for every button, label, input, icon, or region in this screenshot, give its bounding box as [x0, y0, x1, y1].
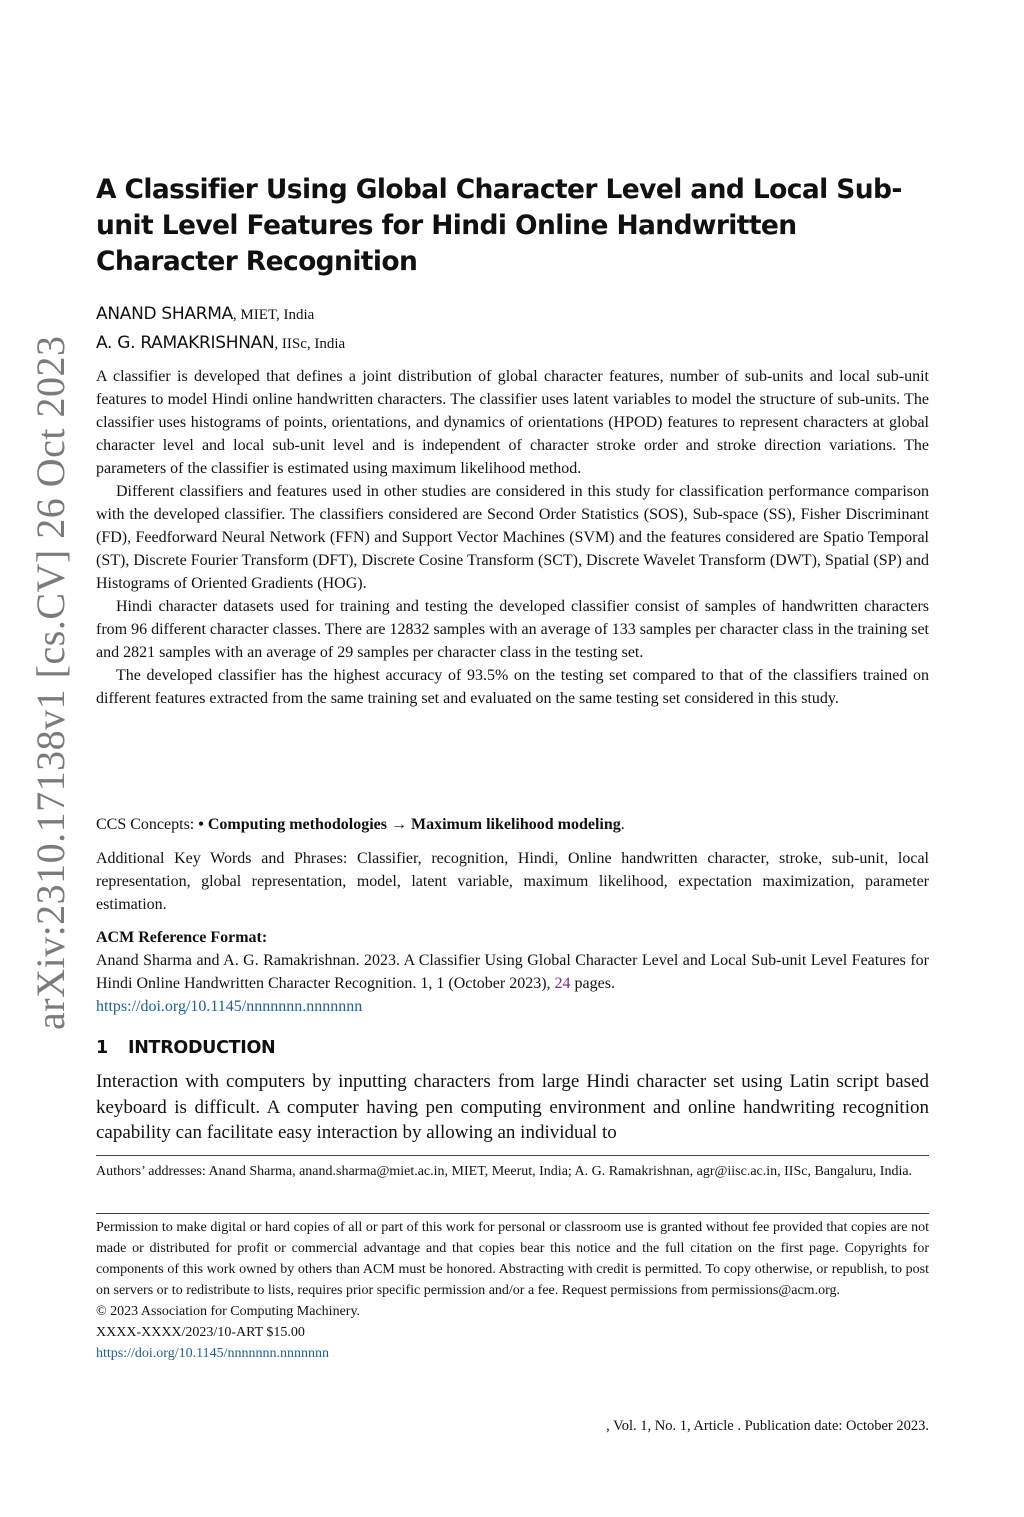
- ccs-bullet: •: [198, 816, 208, 833]
- abstract-paragraph: A classifier is developed that defines a joint distribution of global character features, number of sub-units and local sub-unit features to model Hindi online handwritten characters. The classifier uses latent variables to model the structure of sub-units. The classifier uses histograms of points, orientations, and dynamics of orientations (HPOD) features to represent characters at global character level and local sub-unit level and is independent of character stroke order and stroke direction variations. The parameters of the classifier is estimated using maximum likelihood method.: [96, 368, 929, 477]
- ccs-concepts: [96, 813, 929, 836]
- keywords-text: Classifier, recognition, Hindi, Online handwritten character, stroke, sub-unit, local representation, global representation, model, latent variable, maximum likelihood, expectation maximization, parameter estimation.: [96, 850, 929, 913]
- permission-doi-link[interactable]: https://doi.org/10.1145/nnnnnnn.nnnnnnn: [96, 1346, 329, 1361]
- author: [96, 300, 929, 329]
- author-name: ANAND SHARMA: [96, 304, 233, 324]
- abstract-paragraph: Different classifiers and features used in other studies are considered in this study for classification performance comparison with the developed classifier. The classifiers considered are Second Order Statistics (SOS), Sub-space (SS), Fisher Discriminant (FD), Feedforward Neural Network (FFN) and Support Vector Machines (SVM) and the features considered are Spatio Temporal (ST), Discrete Fourier Transform (DFT), Discrete Cosine Transform (SCT), Discrete Wavelet Transform (DWT), Spatial (SP) and Histograms of Oriented Gradients (HOG).: [96, 483, 929, 592]
- copyright-line: © 2023 Association for Computing Machinery.: [96, 1304, 361, 1319]
- abstract-paragraph: The developed classifier has the highest accuracy of 93.5% on the testing set compared to that of the classifiers trained on different features extracted from the same training set and evaluated on the same testing set considered in this study.: [96, 667, 929, 707]
- acm-reference-citation: Anand Sharma and A. G. Ramakrishnan. 2023. A Classifier Using Global Character Level and Local Sub-unit Level Features for Hindi Online Handwritten Character Recognition. 1, 1 (October 2023),: [96, 952, 929, 992]
- introduction-text: Interaction with computers by inputting characters from large Hindi character set using Latin script based keyboard is difficult. A computer having pen computing environment and online handwriting recognition capability can facilitate easy interaction by allowing an individual to: [96, 1071, 929, 1143]
- doi-link[interactable]: https://doi.org/10.1145/nnnnnnn.nnnnnnn: [96, 998, 363, 1015]
- page-count-link[interactable]: 24: [554, 975, 571, 992]
- section-heading: [96, 1038, 929, 1058]
- abstract: [96, 365, 929, 710]
- publication-info: , Vol. 1, No. 1, Article . Publication date: October 2023.: [606, 1418, 929, 1434]
- keywords-label: Additional Key Words and Phrases:: [96, 850, 357, 867]
- permission-text: Permission to make digital or hard copies of all or part of this work for personal or classroom use is granted without fee provided that copies are not made or distributed for profit or commercial advantage and that copies bear this notice and the full citation on the first page. Copyrights for components of this work owned by others than ACM must be honored. Abstracting with credit is permitted. To copy otherwise, or republish, to post on servers or to redistribute to lists, requires prior specific permission and/or a fee. Request permissions from permissions@acm.org.: [96, 1220, 929, 1298]
- section-number: 1: [96, 1038, 108, 1058]
- author-affiliation: , MIET, India: [232, 307, 315, 323]
- permission-divider: [96, 1213, 929, 1214]
- article-code: XXXX-XXXX/2023/10-ART $15.00: [96, 1325, 305, 1340]
- author-addresses-footnote: Authors’ addresses: Anand Sharma, anand.sharma@miet.ac.in, MIET, Meerut, India; A. G. Ramakrishnan, agr@iisc.ac.in, IISc, Bangaluru, India.: [96, 1164, 913, 1179]
- author-affiliation: , IISc, India: [274, 336, 346, 352]
- arxiv-stamp: arXiv:2310.17138v1 [cs.CV] 26 Oct 2023: [28, 335, 73, 1030]
- author-name: A. G. RAMAKRISHNAN: [96, 333, 275, 353]
- ccs-concept: Computing methodologies → Maximum likelihood modeling: [207, 816, 621, 833]
- acm-reference-heading: ACM Reference Format:: [96, 929, 268, 946]
- ccs-period: .: [620, 816, 625, 833]
- permission-notice: [96, 1217, 929, 1364]
- keywords: [96, 847, 929, 916]
- abstract-paragraph: Hindi character datasets used for training and testing the developed classifier consist of samples of handwritten characters from 96 different character classes. There are 12832 samples with an average of 133 samples per character class in the training set and 2821 samples with an average of 29 samples per character class in the testing set.: [96, 598, 929, 661]
- ccs-label: CCS Concepts:: [96, 816, 199, 833]
- acm-reference: [96, 926, 929, 1018]
- section-title: INTRODUCTION: [128, 1038, 276, 1058]
- author-list: [96, 300, 929, 358]
- pages-suffix: pages.: [570, 975, 615, 992]
- paper-title: A Classifier Using Global Character Level and Local Sub-unit Level Features for Hindi Online Handwritten Character Recognition: [96, 174, 902, 277]
- footnote-divider: [96, 1155, 929, 1156]
- author: [96, 329, 929, 358]
